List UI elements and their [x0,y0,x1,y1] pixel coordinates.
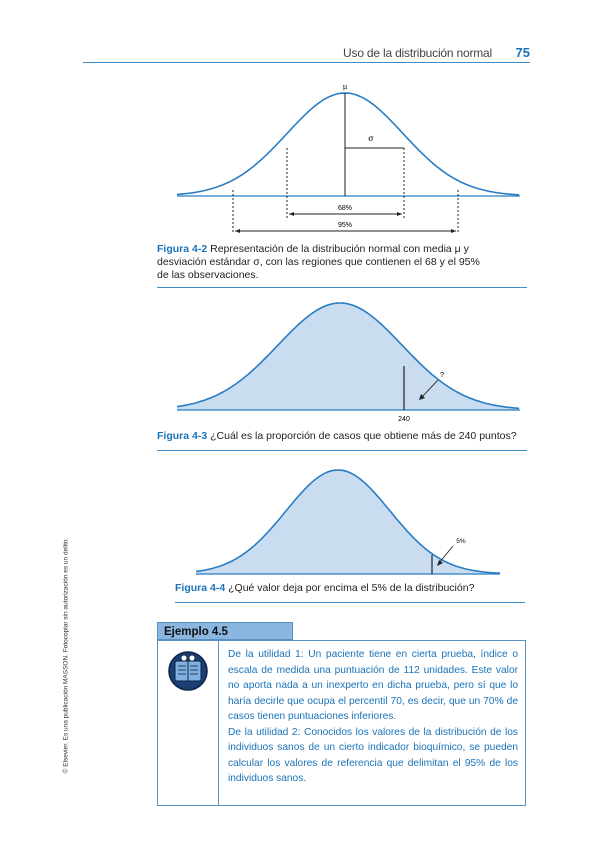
fig1-curve [177,93,519,195]
figure-4-4-caption [175,582,525,595]
figure-4-2-caption [157,243,527,282]
fig1-caption-line1: Representación de la distribución normal con media μ y [210,243,469,255]
fig1-caption-line3: de las observaciones. [157,269,259,281]
example-text [228,647,518,787]
example-icon-cell [158,641,219,805]
fig1-caption-line2: desviación estándar σ, con las regiones que contienen el 68 y el 95% [157,256,480,268]
fig1-mu-label: μ [342,83,348,91]
copyright-text: © Elsevier. Es una publicación MASSON. Fotocopiar sin autorización es un delito. [62,537,70,774]
fig1-sigma-label: σ [368,134,374,143]
fig3-caption-label: Figura 4-4 [175,582,226,594]
fig1-rule [157,287,527,288]
example-box [157,640,526,806]
running-title: Uso de la distribución normal [343,46,492,60]
fig2-caption-text: ¿Cuál es la proporción de casos que obtiene más de 240 puntos? [210,430,517,442]
fig1-caption-label: Figura 4-2 [157,243,208,255]
page-number: 75 [515,45,530,60]
fig2-rule [157,450,527,451]
example-title: Ejemplo 4.5 [157,622,293,640]
fig3-arrow [439,546,453,563]
example-para-2: De la utilidad 2: Conocidos los valores de la distribución de los individuos sanos de un cierto indicador bioquímico, se pueden calcular los valores de referencia que delimitan el 95% de los individuos sanos. [228,726,518,784]
fig2-question-mark: ? [439,370,445,379]
fig3-pct-label: 5% [456,538,466,545]
fig3-area [196,470,500,574]
fig2-value-label: 240 [398,416,410,423]
fig3-rule [175,602,525,603]
example-para-1: De la utilidad 1: Un paciente tiene en cierta prueba, índice o escala de medida una puntuación de 112 unidades. Este valor no aporta nada a un inexperto en dicha prueba, pero sí que lo haría decirle que ocupa el percentil 70, es decir, que un 70% de casos tienen puntuaciones inferiores. [228,649,518,722]
fig2-area [177,303,520,410]
book-reader-icon [158,641,218,701]
fig1-68-label: 68% [337,205,353,212]
fig1-95-label: 95% [337,222,353,229]
fig3-caption-text: ¿Qué valor deja por encima el 5% de la distribución? [228,582,475,594]
figure-4-3-caption [157,430,547,443]
fig2-caption-label: Figura 4-3 [157,430,208,442]
